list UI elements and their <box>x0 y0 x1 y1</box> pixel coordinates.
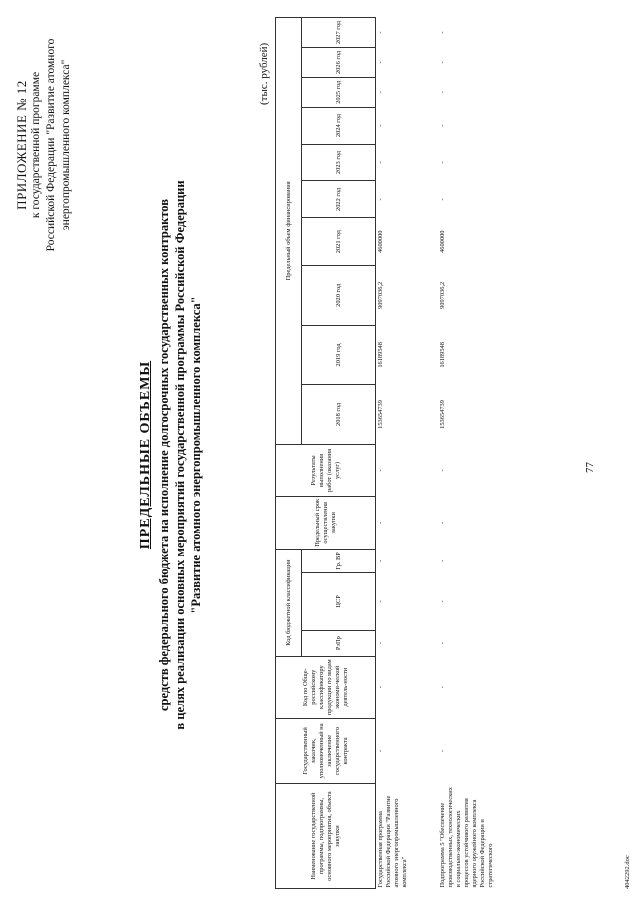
row-value: - <box>377 198 384 201</box>
row-value: 153654739 <box>377 400 384 429</box>
row-value: - <box>377 124 384 127</box>
table-row <box>376 18 438 889</box>
row-value: - <box>438 61 446 64</box>
header-rzpr: РзПр <box>302 630 376 656</box>
year-header: 2023 год <box>302 144 376 181</box>
year-header: 2022 год <box>302 181 376 218</box>
units-label: (тыс. рублей) <box>258 42 270 105</box>
row-results: - <box>377 469 384 472</box>
file-name: 4042292.doc <box>624 855 631 889</box>
table-row <box>438 18 496 889</box>
document-heading <box>138 25 204 885</box>
year-header: 2024 год <box>302 107 376 144</box>
row-okved: - <box>377 686 384 689</box>
row-value: - <box>438 91 446 94</box>
row-term: - <box>438 521 446 524</box>
header-customer: Государственный заказчик, уполномоченный на заключение государственного контракта <box>276 718 376 784</box>
year-header: 2020 год <box>302 266 376 326</box>
row-value: - <box>377 61 384 64</box>
row-value: 16189548 <box>438 342 446 368</box>
row-name: Подпрограмма 5 "Обеспечение производственных, технологических и социально-экономических процессов устойчивого развития ядерного оружейного комплекса Российской Федерации и стратегического <box>438 787 494 888</box>
row-csr: - <box>377 600 384 603</box>
row-vr: - <box>377 559 384 563</box>
row-term: - <box>377 521 384 524</box>
row-value: - <box>377 91 384 94</box>
row-name: Государственная программа Российской Федерации "Развитие атомного энергопромышленного комплекса" <box>377 795 408 888</box>
page-number: 77 <box>584 462 596 473</box>
header-okved: Код по Обще-российскому классификатору продукции по видам экономи-ческой деятель-ности <box>276 656 376 718</box>
row-value: - <box>438 31 446 34</box>
appendix-title: ПРИЛОЖЕНИЕ № 12 <box>14 80 29 210</box>
header-csr: ЦСР <box>302 573 376 630</box>
appendix-line: к государственной программе <box>30 71 42 219</box>
appendix-block <box>14 5 74 285</box>
row-value: 9097036,2 <box>377 281 384 309</box>
row-value: 16189548 <box>377 342 384 368</box>
row-rzpr: - <box>438 642 446 645</box>
year-header: 2027 год <box>302 18 376 48</box>
row-value: - <box>438 124 446 127</box>
row-value: 153654739 <box>438 400 446 429</box>
heading-title: ПРЕДЕЛЬНЫЕ ОБЪЕМЫ <box>138 360 153 550</box>
heading-line: средств федерального бюджета на исполнение долгосрочных государственных контрактов <box>157 199 171 711</box>
row-customer: - <box>438 749 446 752</box>
row-value: 9097036,2 <box>438 281 446 309</box>
row-results: - <box>438 469 446 472</box>
row-value: - <box>377 161 384 164</box>
row-vr: - <box>438 559 446 563</box>
appendix-line: Российской Федерации "Развитие атомного <box>45 38 57 252</box>
year-header: 2021 год <box>302 218 376 266</box>
row-value: - <box>438 198 446 201</box>
row-value: - <box>438 161 446 164</box>
budget-table <box>275 17 496 889</box>
header-volume: Предельный объем финансирования <box>276 18 302 445</box>
row-okved: - <box>438 686 446 689</box>
row-customer: - <box>377 749 384 752</box>
heading-line: "Развитие атомного энергопромышленного комплекса" <box>189 296 203 614</box>
header-name: Наименование государственной программы, подпрограммы, основного мероприятия, объекта закупки <box>276 784 376 889</box>
year-header: 2025 год <box>302 77 376 107</box>
year-header: 2019 год <box>302 325 376 385</box>
header-vr: Гр. ВР <box>302 549 376 573</box>
header-term: Предельный срок осуществления закупки <box>276 497 376 549</box>
year-header: 2026 год <box>302 48 376 78</box>
header-results: Результаты выполнения работ (оказания услуг) <box>276 444 376 496</box>
appendix-line: энергопромышленного комплекса" <box>60 59 72 231</box>
heading-line: в целях реализации основных мероприятий государственной программы Российской Федерации <box>173 180 187 730</box>
row-csr: - <box>438 600 446 603</box>
header-budget-code: Код бюджетной классификации <box>276 549 302 656</box>
row-value: 4600000 <box>438 230 446 253</box>
row-value: - <box>377 31 384 34</box>
row-value: 4600000 <box>377 230 384 253</box>
year-header: 2018 год <box>302 385 376 445</box>
row-rzpr: - <box>377 642 384 645</box>
